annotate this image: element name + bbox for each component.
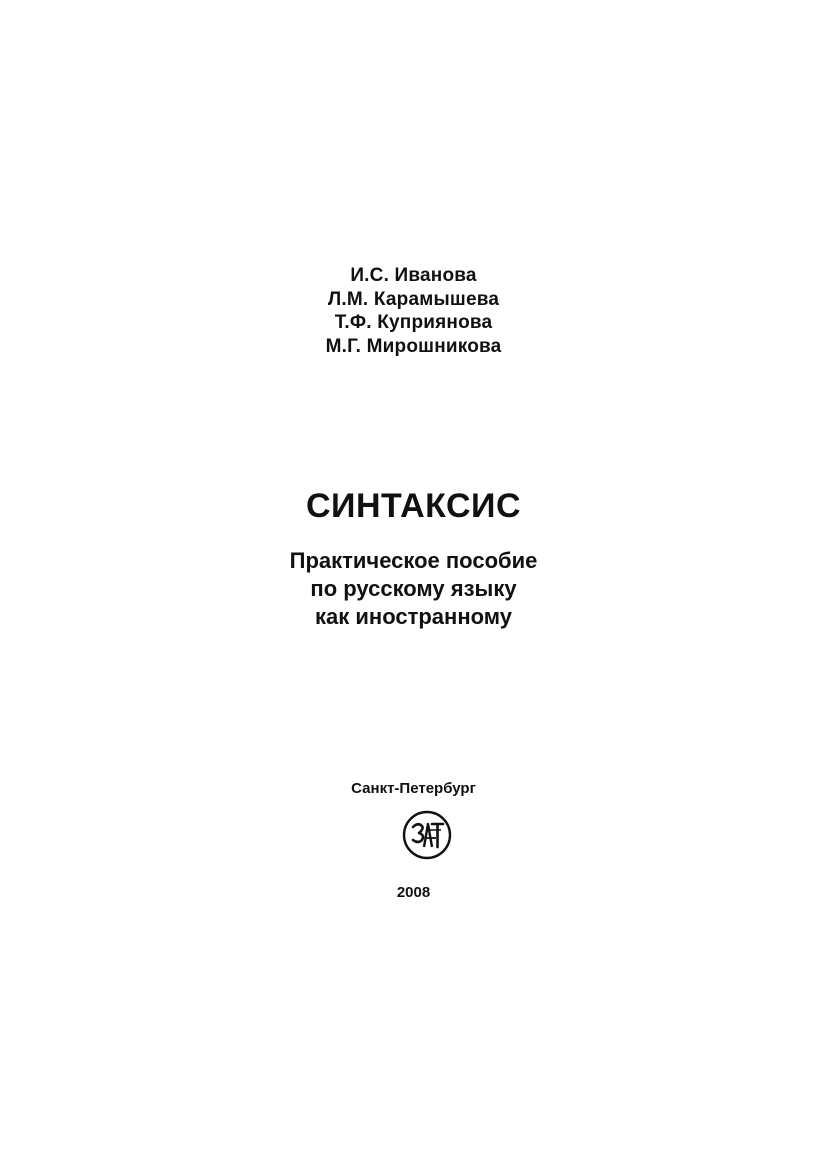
subtitle-line: как иностранному [315, 604, 512, 629]
author-name: Л.М. Карамышева [327, 288, 500, 310]
book-title: СИНТАКСИС [305, 487, 522, 525]
author-name: И.С. Иванова [350, 265, 477, 286]
author-name: М.Г. Мирошникова [325, 335, 502, 357]
publication-year: 2008 [396, 884, 431, 901]
author-name: Т.Ф. Куприянова [334, 312, 493, 333]
subtitle-line: Практическое пособие [289, 548, 538, 573]
publisher-logo-icon [401, 809, 453, 861]
publication-city: Санкт-Петербург [351, 780, 476, 797]
book-subtitle [0, 547, 827, 631]
authors-block [0, 264, 827, 358]
subtitle-line: по русскому языку [310, 576, 517, 601]
